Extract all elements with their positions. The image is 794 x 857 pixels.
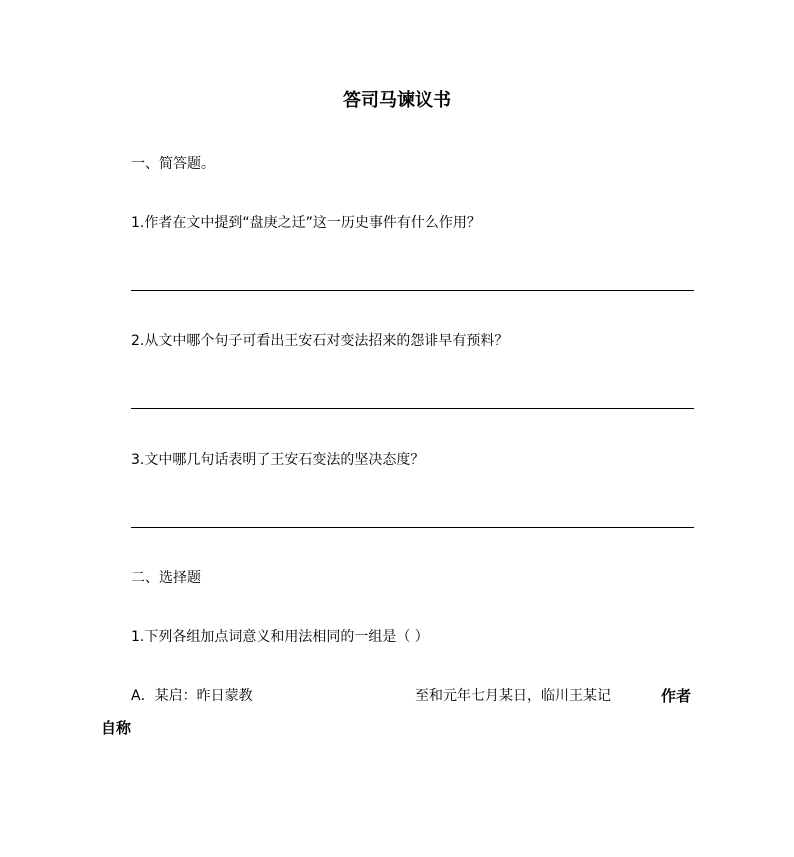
document-title: 答司马谏议书 [343,90,451,111]
question-2: 2.从文中哪个句子可看出王安石对变法招来的怨诽早有预料？ [131,333,509,349]
answer-line-3 [131,527,694,528]
option-a-example: 至和元年七月某日，临川王某记 [415,688,611,704]
section-heading-multiple-choice: 二、选择题 [131,570,201,586]
option-a-explanation-continued: 自称 [101,719,132,737]
section-heading-short-answer: 一、简答题。 [131,156,215,172]
answer-line-1 [131,290,694,291]
choice-question-1: 1.下列各组加点词意义和用法相同的一组是（ ） [131,629,429,645]
option-a-explanation: 作者 [661,687,692,705]
question-3: 3.文中哪几句话表明了王安石变法的坚决态度？ [131,452,425,468]
option-a: A．某启：昨日蒙教 [131,688,253,704]
question-1: 1.作者在文中提到“盘庚之迁”这一历史事件有什么作用？ [131,215,481,231]
answer-line-2 [131,408,694,409]
